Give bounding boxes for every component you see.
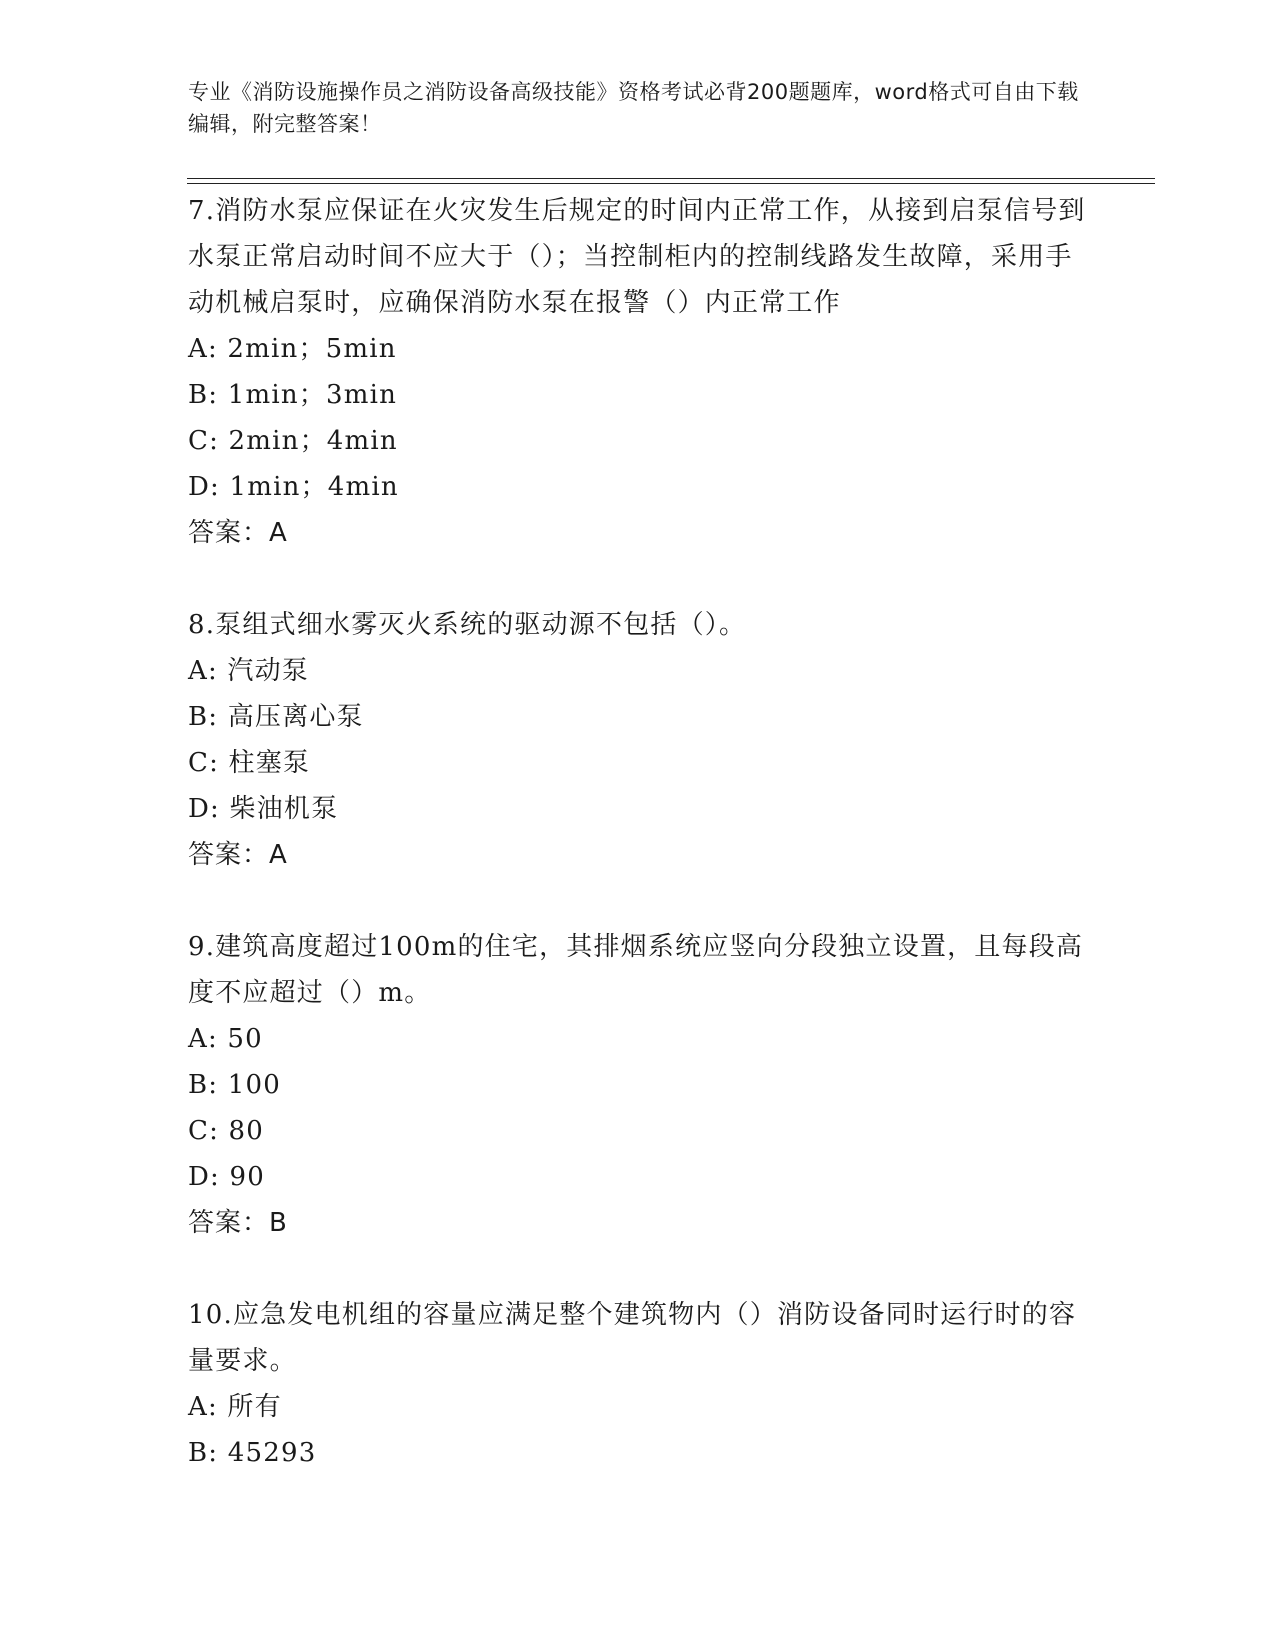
document-header: 专业《消防设施操作员之消防设备高级技能》资格考试必背200题题库，word格式可自由下载编辑，附完整答案！ [188,80,1079,136]
header-divider-bottom [187,183,1155,184]
option-b: B: 1min；3min [188,380,398,410]
option-d: D: 90 [188,1162,265,1192]
option-c: C: 2min；4min [188,426,398,456]
option-a: A: 50 [188,1024,263,1054]
question-spacer [188,556,1088,602]
question-8 [188,602,1088,878]
option-a: A: 2min；5min [188,334,397,364]
question-10 [188,1292,1088,1476]
question-list [188,188,1088,1476]
option-c: C: 柱塞泵 [188,748,311,778]
option-a: A: 汽动泵 [188,656,310,686]
question-spacer [188,878,1088,924]
question-7 [188,188,1088,556]
header-divider-top [187,178,1155,179]
answer: 答案：A [188,840,288,870]
option-b: B: 45293 [188,1438,317,1468]
question-stem: 10.应急发电机组的容量应满足整个建筑物内（）消防设备同时运行时的容量要求。 [188,1300,1077,1376]
answer: 答案：A [188,518,288,548]
option-d: D: 1min；4min [188,472,399,502]
option-c: C: 80 [188,1116,265,1146]
option-d: D: 柴油机泵 [188,794,339,824]
question-stem: 8.泵组式细水雾灭火系统的驱动源不包括（）。 [188,610,747,640]
question-9 [188,924,1088,1246]
question-stem: 9.建筑高度超过100m的住宅，其排烟系统应竖向分段独立设置，且每段高度不应超过（）m。 [188,932,1084,1008]
option-b: B: 高压离心泵 [188,702,364,732]
option-b: B: 100 [188,1070,281,1100]
question-stem: 7.消防水泵应保证在火灾发生后规定的时间内正常工作，从接到启泵信号到水泵正常启动时间不应大于（）；当控制柜内的控制线路发生故障，采用手动机械启泵时，应确保消防水泵在报警（）内正常工作 [188,196,1086,318]
option-a: A: 所有 [188,1392,282,1422]
answer: 答案：B [188,1208,288,1238]
question-spacer [188,1246,1088,1292]
